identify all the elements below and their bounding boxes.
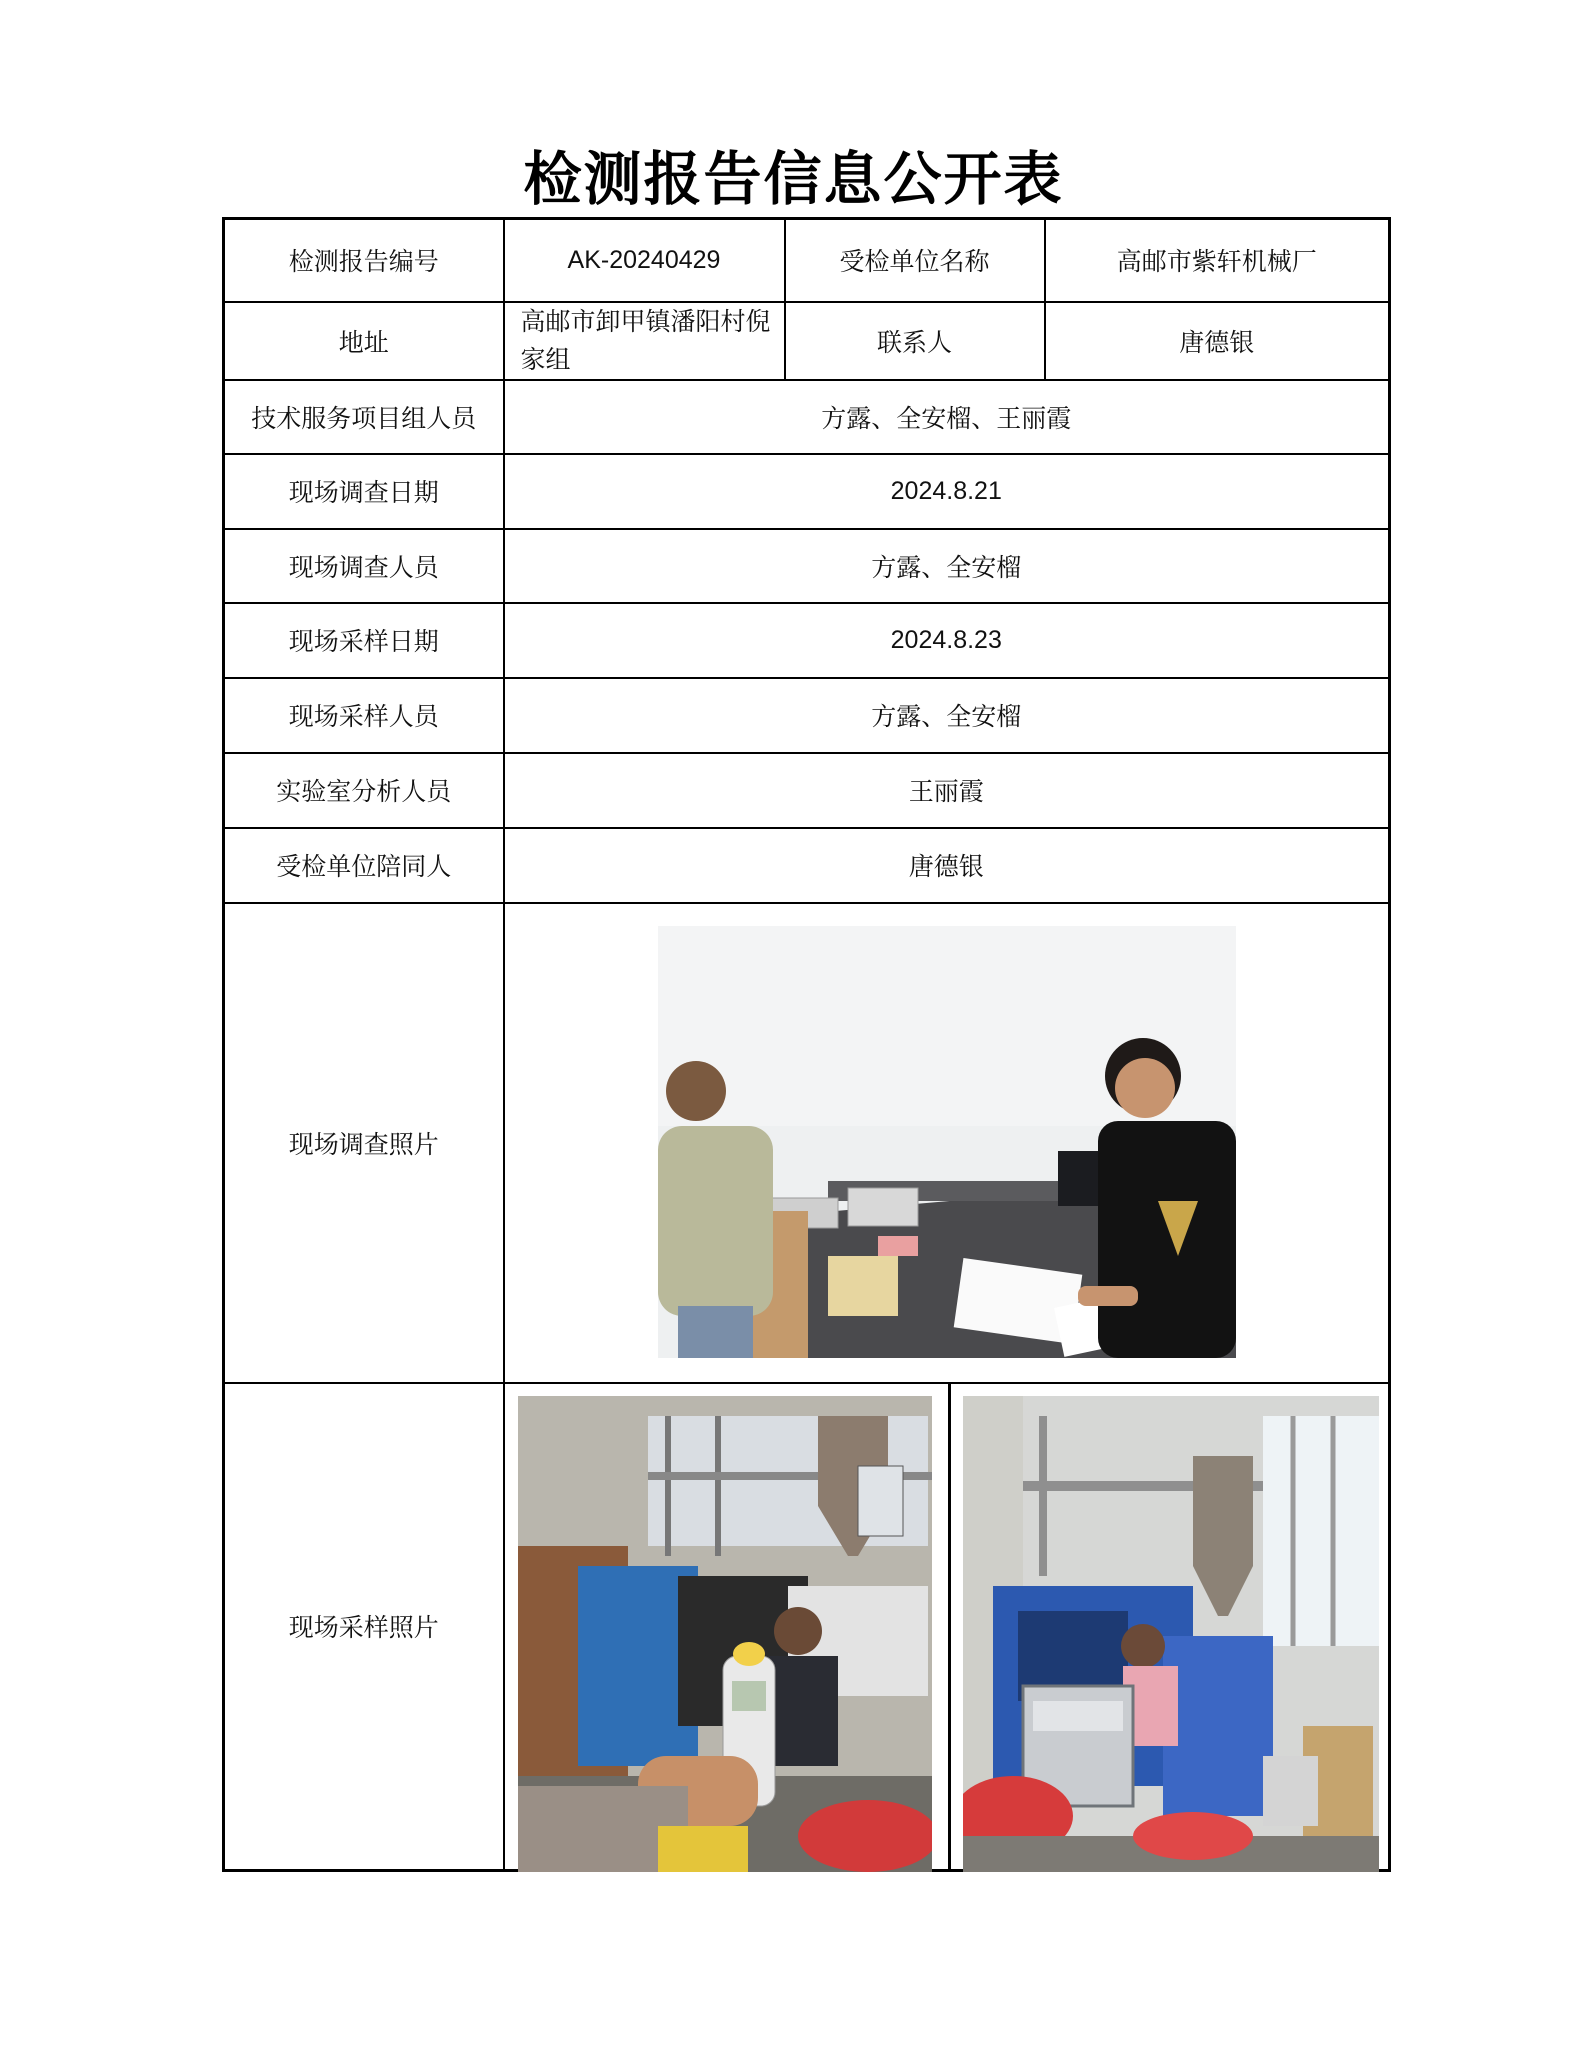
row-label: 现场采样日期 [224,603,504,678]
unit-name-label: 受检单位名称 [785,219,1045,302]
page-title: 检测报告信息公开表 [523,145,1064,213]
contact-label: 联系人 [785,302,1045,380]
table-row [224,454,1390,529]
row-value: 2024.8.21 [504,454,1390,529]
survey-photo-label: 现场调查照片 [224,903,504,1383]
row-value: 王丽霞 [504,753,1390,828]
row-label: 技术服务项目组人员 [224,380,504,454]
table-row [224,302,1390,380]
row-label: 现场调查日期 [224,454,504,529]
table-row [224,380,1390,454]
contact-value: 唐德银 [1045,302,1390,380]
survey-photo-cell [504,903,1390,1383]
unit-name-value: 高邮市紫轩机械厂 [1045,219,1390,302]
table-row [224,903,1390,1383]
sampling-photo-right [963,1396,1379,1872]
table-row [224,1383,1390,1871]
row-label: 受检单位陪同人 [224,828,504,903]
table-row [224,219,1390,302]
table-row [224,603,1390,678]
table-row [224,529,1390,603]
report-no-value: AK-20240429 [504,219,785,302]
sampling-photo-left [518,1396,932,1872]
photo-divider [948,1384,951,1870]
row-value: 2024.8.23 [504,603,1390,678]
row-label: 现场调查人员 [224,529,504,603]
sampling-photo-right-image [963,1396,1379,1872]
table-row [224,678,1390,753]
row-value: 方露、全安榴、王丽霞 [504,380,1390,454]
row-label: 实验室分析人员 [224,753,504,828]
sampling-photo-cell [504,1383,1390,1871]
row-value: 方露、全安榴 [504,529,1390,603]
survey-photo-image [658,926,1236,1358]
report-table [222,217,1391,1872]
survey-photo [658,926,1236,1358]
table-row [224,753,1390,828]
row-label: 现场采样人员 [224,678,504,753]
report-no-label: 检测报告编号 [224,219,504,302]
address-label: 地址 [224,302,504,380]
address-value: 高邮市卸甲镇潘阳村倪家组 [504,302,785,380]
sampling-photo-label: 现场采样照片 [224,1383,504,1871]
table-row [224,828,1390,903]
row-value: 方露、全安榴 [504,678,1390,753]
sampling-photo-left-image [518,1396,932,1872]
row-value: 唐德银 [504,828,1390,903]
